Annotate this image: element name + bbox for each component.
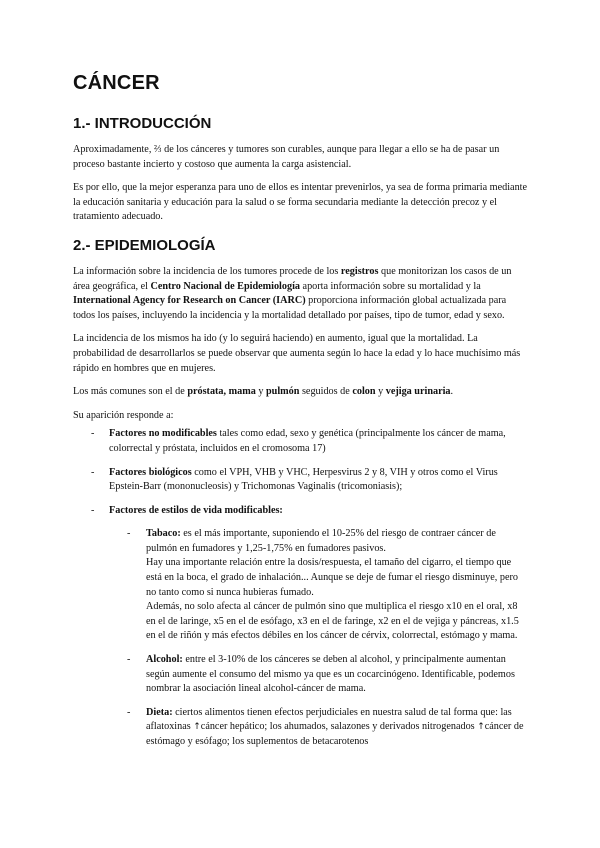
alcohol-text: entre el 3-10% de los cánceres se deben al alcohol, y principalmente aumentan según aumente el consumo del mismo ya que es un cocarcinógeno. Identificable, podemos nombrar la asociación lineal alcohol-cáncer de mama. (146, 654, 515, 695)
factor-text: como el VPH, VHB y VHC, Herpesvirus 2 y 8, VIH y otros como el Virus Epstein-Barr (mononucleosis) y Trichomonas Vaginalis (tricomoniasis); (109, 466, 498, 493)
up-arrow-icon: ↑ (193, 722, 201, 733)
text-run: La información sobre la incidencia de los tumores procede de los (73, 265, 341, 277)
epi-paragraph-2: La incidencia de los mismos ha ido (y lo seguirá haciendo) en aumento, igual que la mortalidad. La probabilidad de desarrollarlos se puede observar que aumenta según lo hace la edad y lo hace muchísimo más rápido en hombres que en mujeres. (73, 333, 521, 374)
bold-term-prostata-mama: próstata, mama (187, 386, 256, 398)
bold-term-pulmon: pulmón (265, 386, 300, 398)
dieta-text-1: ciertos alimentos tienen efectos perjudiciales en nuestra salud de tal forma que: las aflatoxinas (146, 706, 512, 733)
list-item-biologicos (73, 466, 528, 495)
intro-paragraph-1: Aproximadamente, ⅔ de los cánceres y tumores son curables, aunque para llegar a ello se ha de pasar un proceso bastante incierto y costoso que aumenta la carga asistencial. (73, 144, 500, 170)
list-dash: - (127, 528, 131, 540)
bold-term-registros: registros (340, 265, 379, 277)
text-run: . (450, 386, 454, 398)
list-dash: - (127, 706, 131, 718)
bold-term-iarc: International Agency for Research on Cancer (IARC) (73, 295, 306, 307)
text-run: y (255, 386, 266, 398)
tabaco-label: Tabaco: (146, 528, 181, 540)
sublist-item-dieta (109, 706, 528, 750)
sublist-item-tabaco (109, 527, 528, 644)
factor-label: Factores biológicos (109, 466, 192, 478)
dieta-text-3: cáncer de estómago y esófago; los suplementos de betacarotenos (146, 721, 524, 747)
alcohol-label: Alcohol: (146, 654, 183, 666)
bold-term-vejiga: vejiga urinaria (385, 386, 451, 398)
list-dash: - (91, 504, 95, 516)
text-run: que monitorizan los casos de un área geográfica, el (73, 265, 512, 292)
dieta-label: Dieta: (146, 706, 173, 718)
factors-list (73, 427, 528, 749)
factor-text: tales como edad, sexo y genética (principalmente los cáncer de mama, colorrectal y próstata, incluidos en el cromosoma 17) (109, 428, 506, 454)
epi-paragraph-3 (73, 385, 528, 400)
factor-label: Factores de estilos de vida modificables: (109, 504, 283, 516)
list-dash: - (91, 466, 95, 478)
up-arrow-icon: ↑ (477, 722, 485, 733)
bold-term-cne: Centro Nacional de Epidemiología (150, 280, 300, 292)
epi-paragraph-1 (73, 265, 528, 323)
text-run: y (375, 386, 386, 398)
tabaco-text-1: es el más importante, suponiendo el 10-25% del riesgo de contraer cáncer de pulmón en fumadores y 1,25-1,75% en fumadores pasivos. (146, 528, 496, 554)
epi-paragraph-4: Su aparición responde a: (73, 409, 174, 421)
sublist-item-alcohol (109, 653, 528, 697)
dieta-text-2: cáncer hepático; los ahumados, salazones y derivados nitrogenados (200, 721, 478, 733)
section-heading-epidemiologia: 2.- EPIDEMIOLOGÍA (73, 236, 216, 254)
bold-term-colon: colon (352, 386, 376, 398)
section-heading-introduccion: 1.- INTRODUCCIÓN (73, 115, 212, 132)
list-dash: - (127, 654, 131, 666)
list-item-estilos-de-vida (73, 504, 528, 750)
text-run: Los más comunes son el de (73, 386, 188, 398)
page-title: CÁNCER (73, 72, 160, 94)
lifestyle-sublist (109, 527, 528, 749)
text-run: proporciona información global actualizada para todos los países, incluyendo la incidencia y la mortalidad detallado por países, tipo de tumor, edad y sexo. (73, 295, 507, 321)
text-run: seguidos de (299, 386, 353, 398)
factor-label: Factores no modificables (109, 428, 217, 440)
intro-paragraph-2: Es por ello, que la mejor esperanza para uno de ellos es intentar prevenirlos, ya sea de forma primaria mediante la educación sanitaria y educación para la salud o se forma secundaria mediante la detección precoz y el tratamiento adecuado. (73, 182, 528, 223)
text-run: aporta información sobre su mortalidad y la (300, 280, 481, 292)
tabaco-text-3: Además, no solo afecta al cáncer de pulmón sino que multiplica el riesgo x10 en el oral, x8 en el de laringe, x5 en el de esófago, x3 en el de faringe, x2 en el de vejiga y páncreas, x1.5 en el de riñón y más efectos débiles en los cáncer de cérvix, colorrectal, estómago y mama. (146, 601, 519, 642)
tabaco-text-2: Hay una importante relación entre la dosis/respuesta, el tamaño del cigarro, el tiempo que está en la boca, el grado de inhalación... Aunque se deje de fumar el riesgo disminuye, pero no tanto como si nunca hubieras fumado. (146, 557, 518, 598)
list-dash: - (91, 428, 95, 440)
list-item-no-modificables (73, 427, 528, 456)
